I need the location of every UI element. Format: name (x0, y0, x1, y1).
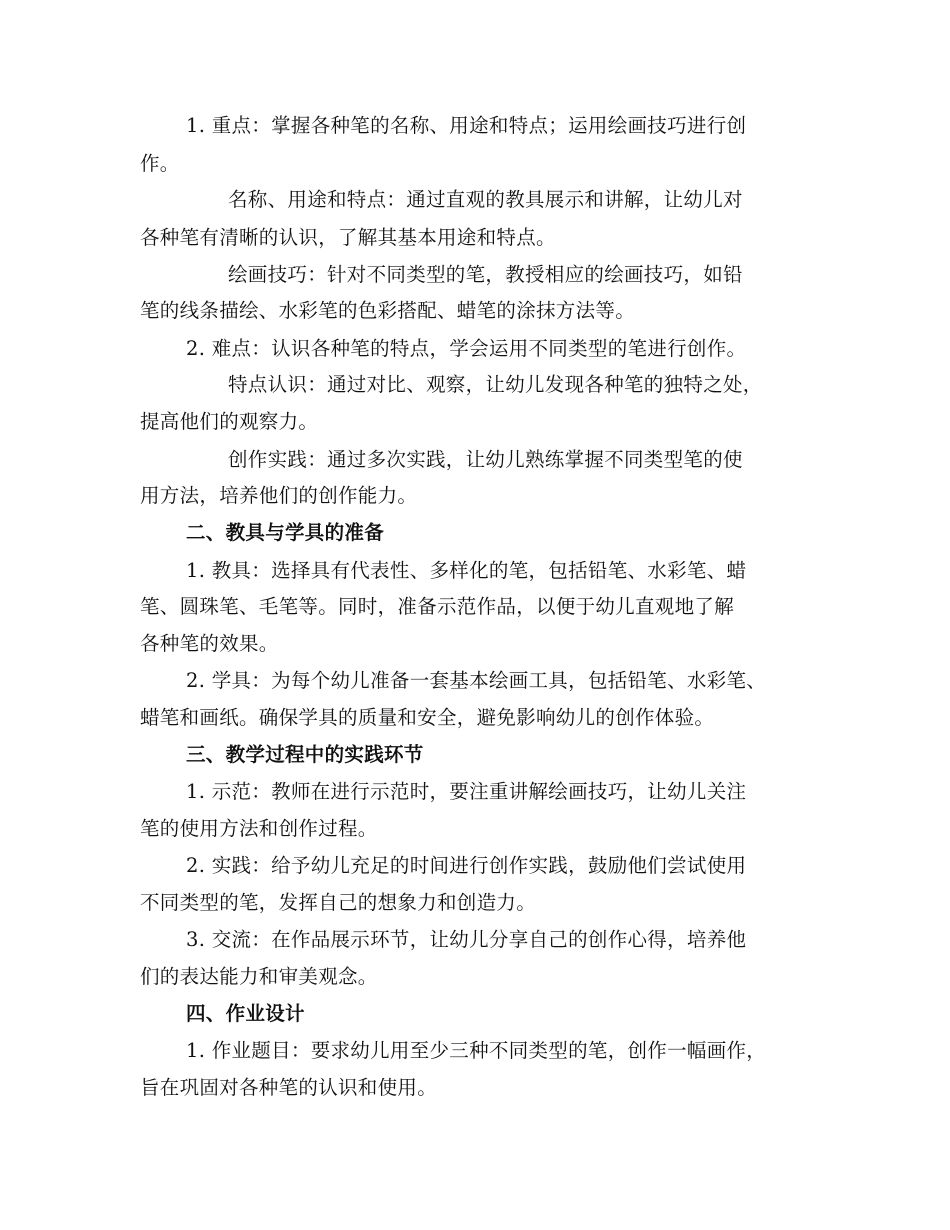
paragraph-line: 2. 难点：认识各种笔的特点，学会运用不同类型的笔进行创作。 (186, 337, 747, 360)
paragraph-line: 作。 (140, 152, 180, 175)
paragraph-line: 1. 重点：掌握各种笔的名称、用途和特点；运用绘画技巧进行创 (186, 114, 747, 137)
paragraph-line: 不同类型的笔，发挥自己的想象力和创造力。 (140, 891, 537, 914)
paragraph-line: 笔的线条描绘、水彩笔的色彩搭配、蜡笔的涂抹方法等。 (140, 299, 636, 322)
paragraph-line: 2. 实践：给予幼儿充足的时间进行创作实践，鼓励他们尝试使用 (186, 854, 747, 877)
paragraph-line: 用方法，培养他们的创作能力。 (140, 484, 418, 507)
paragraph-line: 绘画技巧：针对不同类型的笔，教授相应的绘画技巧，如铅 (228, 263, 743, 286)
paragraph-line: 们的表达能力和审美观念。 (140, 965, 378, 988)
paragraph-line: 3. 交流：在作品展示环节，让幼儿分享自己的创作心得，培养他 (186, 928, 747, 951)
paragraph-line: 笔的使用方法和创作过程。 (140, 817, 378, 840)
paragraph-line: 笔、圆珠笔、毛笔等。同时，准备示范作品，以便于幼儿直观地了解 (140, 595, 735, 618)
paragraph-line: 各种笔有清晰的认识，了解其基本用途和特点。 (140, 226, 556, 249)
paragraph-line: 特点认识：通过对比、观察，让幼儿发现各种笔的独特之处， (228, 373, 763, 396)
paragraph-line: 1. 教具：选择具有代表性、多样化的笔，包括铅笔、水彩笔、蜡 (186, 559, 747, 582)
section-heading: 二、教具与学具的准备 (186, 521, 385, 544)
paragraph-line: 1. 示范：教师在进行示范时，要注重讲解绘画技巧，让幼儿关注 (186, 780, 747, 803)
section-heading: 三、教学过程中的实践环节 (186, 743, 424, 766)
paragraph-line: 各种笔的效果。 (140, 632, 279, 655)
paragraph-line: 提高他们的观察力。 (140, 410, 319, 433)
paragraph-line: 2. 学具：为每个幼儿准备一套基本绘画工具，包括铅笔、水彩笔、 (186, 669, 767, 692)
paragraph-line: 1. 作业题目：要求幼儿用至少三种不同类型的笔，创作一幅画作， (186, 1039, 767, 1062)
paragraph-line: 蜡笔和画纸。确保学具的质量和安全，避免影响幼儿的创作体验。 (140, 706, 715, 729)
paragraph-line: 旨在巩固对各种笔的认识和使用。 (140, 1076, 438, 1099)
section-heading: 四、作业设计 (186, 1002, 305, 1025)
paragraph-line: 创作实践：通过多次实践，让幼儿熟练掌握不同类型笔的使 (228, 448, 743, 471)
paragraph-line: 名称、用途和特点：通过直观的教具展示和讲解，让幼儿对 (228, 188, 743, 211)
